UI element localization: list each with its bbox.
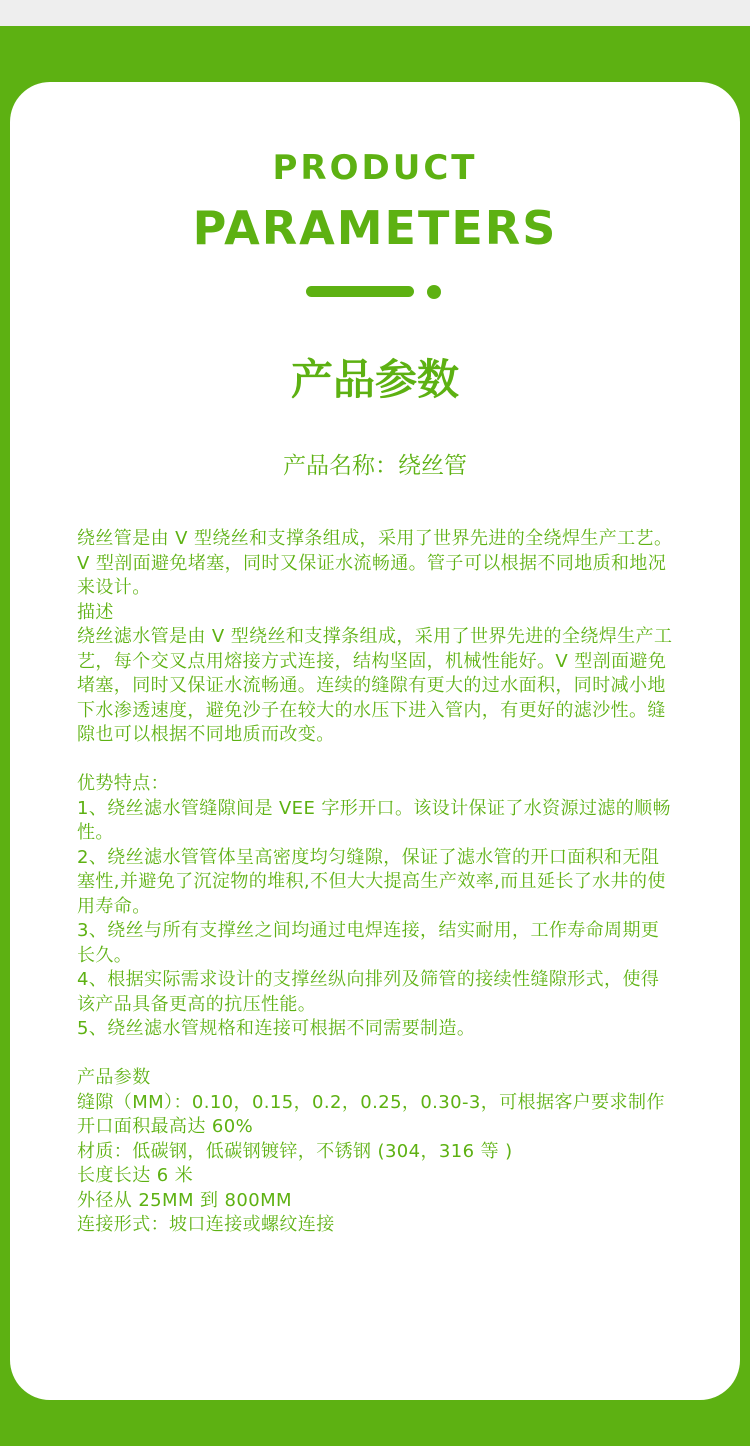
- parameter-open-area: 开口面积最高达 60%: [77, 1116, 254, 1137]
- advantage-item-2: 2、绕丝滤水管管体呈高密度均匀缝隙，保证了滤水管的开口面积和无阻塞性,并避免了沉淀物的堆积,不但大大提高生产效率,而且延长了水井的使用寿命。: [77, 846, 666, 917]
- title-english-line2: PARAMETERS: [192, 201, 558, 255]
- intro-paragraph: 绕丝管是由 V 型绕丝和支撑条组成，采用了世界先进的全绕焊生产工艺。V 型剖面避免堵塞，同时又保证水流畅通。管子可以根据不同地质和地况来设计。: [77, 528, 673, 598]
- product-name: 产品名称：绕丝管: [283, 453, 467, 479]
- advantage-item-4: 4、根据实际需求设计的支撑丝纵向排列及筛管的接续性缝隙形式，使得该产品具备更高的抗压性能。: [77, 969, 660, 1015]
- title-chinese: 产品参数: [290, 355, 459, 404]
- divider-bar: [306, 286, 414, 297]
- parameter-outer-diameter: 外径从 25MM 到 800MM: [77, 1189, 292, 1211]
- parameter-material: 材质：低碳钢，低碳钢镀锌，不锈钢 (304，316 等 ): [77, 1140, 513, 1162]
- spacer: [77, 1042, 677, 1067]
- advantages-heading: 优势特点：: [77, 773, 169, 794]
- parameter-connection: 连接形式：坡口连接或螺纹连接: [77, 1214, 335, 1235]
- spacer: [77, 748, 677, 773]
- parameters-heading: 产品参数: [77, 1067, 151, 1088]
- divider-dot: [427, 285, 441, 299]
- body-text: [77, 527, 677, 1238]
- advantage-item-1: 1、绕丝滤水管缝隙间是 VEE 字形开口。该设计保证了水资源过滤的顺畅性。: [77, 797, 671, 843]
- parameter-gap-size: 缝隙（MM）：0.10，0.15，0.2，0.25，0.30-3，可根据客户要求制作: [77, 1091, 665, 1113]
- title-english-line1: PRODUCT: [272, 148, 478, 188]
- parameter-length: 长度长达 6 米: [77, 1165, 194, 1186]
- description-heading: 描述: [77, 601, 114, 623]
- description-paragraph: 绕丝滤水管是由 V 型绕丝和支撑条组成，采用了世界先进的全绕焊生产工艺，每个交叉点用熔接方式连接，结构坚固，机械性能好。V 型剖面避免堵塞，同时又保证水流畅通。连续的缝隙有更大的过水面积，同时减小地下水渗透速度，避免沙子在较大的水压下进入管内，有更好的滤沙性。缝隙也可以根据不同地质而改变。: [77, 626, 673, 745]
- advantage-item-3: 3、绕丝与所有支撑丝之间均通过电焊连接，结实耐用，工作寿命周期更长久。: [77, 920, 660, 966]
- advantage-item-5: 5、绕丝滤水管规格和连接可根据不同需要制造。: [77, 1018, 476, 1039]
